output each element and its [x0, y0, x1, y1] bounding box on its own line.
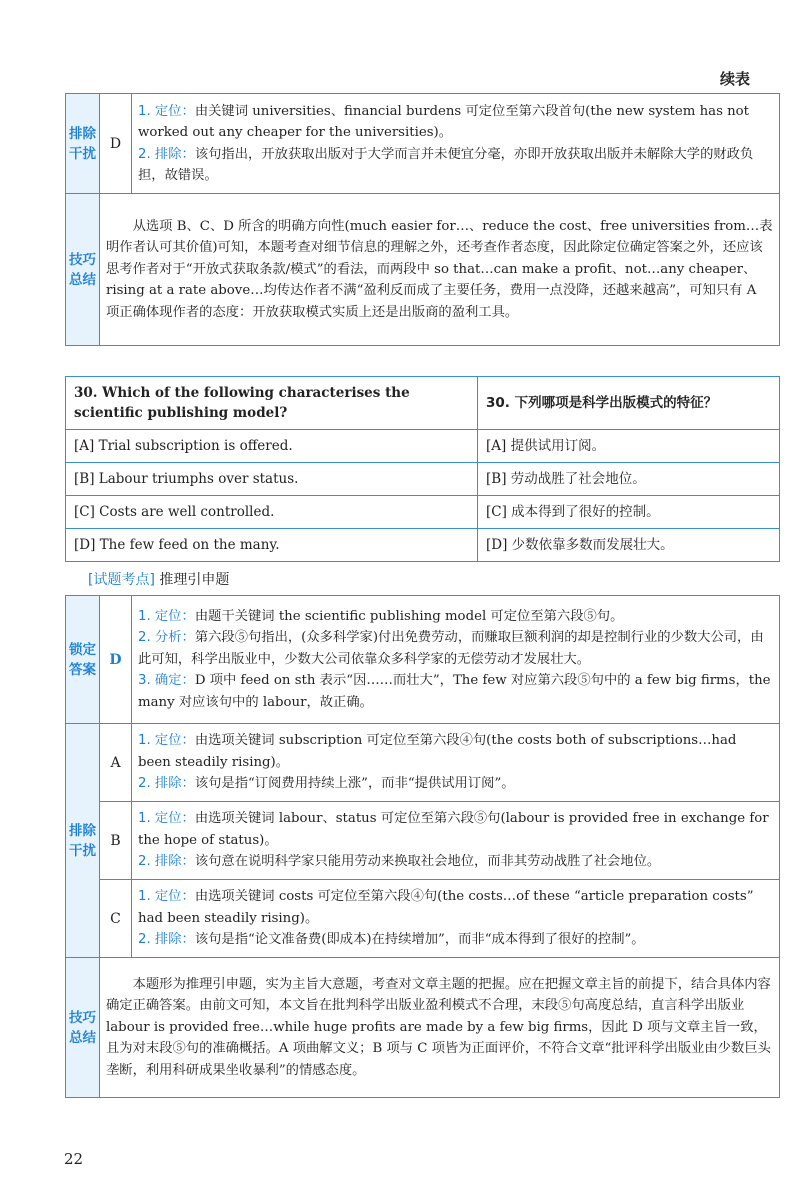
section-label-tips: 技巧总结: [66, 194, 100, 346]
answer-body: [132, 596, 780, 724]
option-zh: [B] 劳动战胜了社会地位。: [478, 463, 780, 496]
item-tag: 1. 定位：: [138, 811, 195, 827]
section-label-answer: 锁定答案: [66, 596, 100, 724]
question-zh: 30. 下列哪项是科学出版模式的特征？: [478, 377, 780, 430]
item-tag: 2. 排除：: [138, 776, 195, 792]
option-zh: [A] 提供试用订阅。: [478, 430, 780, 463]
exclude-c-body: [132, 880, 780, 958]
option-letter: A: [100, 724, 132, 802]
option-en: [D] The few feed on the many.: [66, 529, 478, 562]
question-table: [65, 376, 780, 562]
tips-text: 从选项 B、C、D 所含的明确方向性(much easier for…、reduce the cost、free universities from…表明作者认可其价值)可知，本题考查对细节信息的理解之外，还考查作者态度，因此除定位确定答案之外，还应该思考作者对于“开放式获取条款/模式”的看法，而两段中 so that…can make a profit、not…any cheaper、rising at a rate above…均传达作者不满“盈利反而成了主要任务，费用一点没降，还越来越高”，可知只有 A 项正确体现作者的态度：开放获取模式实质上还是出版商的盈利工具。: [106, 218, 773, 320]
section-label-exclude: 排除干扰: [66, 724, 100, 958]
exclude-a-body: [132, 724, 780, 802]
option-en: [C] Costs are well controlled.: [66, 496, 478, 529]
exclude-d-body: [132, 94, 780, 194]
item-text: 该句是指“论文准备费(即成本)在持续增加”，而非“成本得到了很好的控制”。: [194, 932, 645, 948]
item-text: 由选项关键词 subscription 可定位至第六段④句(the costs both of subscriptions…had been steadily rising)。: [138, 733, 737, 770]
item-text: 由关键词 universities、financial burdens 可定位至第六段首句(the new system has not worked out any cheaper for the universities)。: [138, 103, 750, 140]
item-text: 由题干关键词 the scientific publishing model 可定位至第六段⑤句。: [194, 608, 624, 624]
test-point-label: [试题考点]: [88, 572, 155, 588]
item-tag: 2. 排除：: [138, 854, 195, 870]
item-tag: 1. 定位：: [138, 733, 195, 749]
option-zh: [C] 成本得到了很好的控制。: [478, 496, 780, 529]
option-letter: D: [100, 94, 132, 194]
tips-body: [100, 194, 780, 346]
test-point: [88, 569, 229, 589]
item-tag: 2. 分析：: [138, 630, 195, 646]
continued-label: 续表: [719, 70, 750, 88]
option-zh: [D] 少数依靠多数而发展壮大。: [478, 529, 780, 562]
item-tag: 3. 确定：: [138, 673, 195, 689]
option-letter: C: [100, 880, 132, 958]
option-en: [A] Trial subscription is offered.: [66, 430, 478, 463]
item-text: D 项中 feed on sth 表示“因……而壮大”，The few 对应第六段⑤句中的 a few big firms，the many 对应该句中的 labour，故正确。: [138, 673, 771, 710]
item-text: 该句意在说明科学家只能用劳动来换取社会地位，而非其劳动战胜了社会地位。: [194, 854, 661, 870]
page-number: 22: [64, 1150, 84, 1168]
item-text: 该句指出，开放获取出版对于大学而言并未便宜分毫，亦即开放获取出版并未解除大学的财政负担，故错误。: [138, 146, 754, 183]
item-tag: 2. 排除：: [138, 932, 195, 948]
section-label-tips: 技巧总结: [66, 958, 100, 1098]
option-en: [B] Labour triumphs over status.: [66, 463, 478, 496]
item-text: 由选项关键词 costs 可定位至第六段④句(the costs…of these “article preparation costs” had been steadily rising)。: [138, 889, 754, 926]
item-text: 该句是指“订阅费用持续上涨”，而非“提供试用订阅”。: [194, 776, 515, 792]
test-point-text: 推理引申题: [159, 572, 230, 588]
section-label-exclude: 排除干扰: [66, 94, 100, 194]
top-analysis-table: [65, 93, 780, 346]
item-tag: 1. 定位：: [138, 889, 195, 905]
item-text: 由选项关键词 labour、status 可定位至第六段⑤句(labour is provided free in exchange for the hope of status)。: [138, 811, 769, 848]
item-tag: 1. 定位：: [138, 608, 195, 624]
tips-body: [100, 958, 780, 1098]
question-en: 30. Which of the following characterises the scientific publishing model?: [66, 377, 478, 430]
item-text: 第六段⑤句指出，(众多科学家)付出免费劳动，而赚取巨额利润的却是控制行业的少数大公司，由此可知，科学出版业中，少数大公司依靠众多科学家的无偿劳动才发展壮大。: [138, 630, 764, 667]
item-tag: 1. 定位：: [138, 103, 195, 119]
answer-analysis-table: [65, 595, 780, 1098]
exclude-b-body: [132, 802, 780, 880]
tips-text: 本题形为推理引申题，实为主旨大意题，考查对文章主题的把握。应在把握文章主旨的前提下，结合具体内容确定正确答案。由前文可知，本文旨在批判科学出版业盈利模式不合理，末段⑤句高度总结，直言科学出版业 labour is provided free…while huge profits are made by a few big firms，因此 D 项与文章主旨一致，且为对末段⑤句的准确概括。A 项曲解文义；B 项与 C 项皆为正面评价，不符合文章“批评科学出版业由少数巨头垄断，利用科研成果坐收暴利”的情感态度。: [106, 976, 771, 1078]
item-tag: 2. 排除：: [138, 146, 195, 162]
answer-letter: D: [100, 596, 132, 724]
option-letter: B: [100, 802, 132, 880]
